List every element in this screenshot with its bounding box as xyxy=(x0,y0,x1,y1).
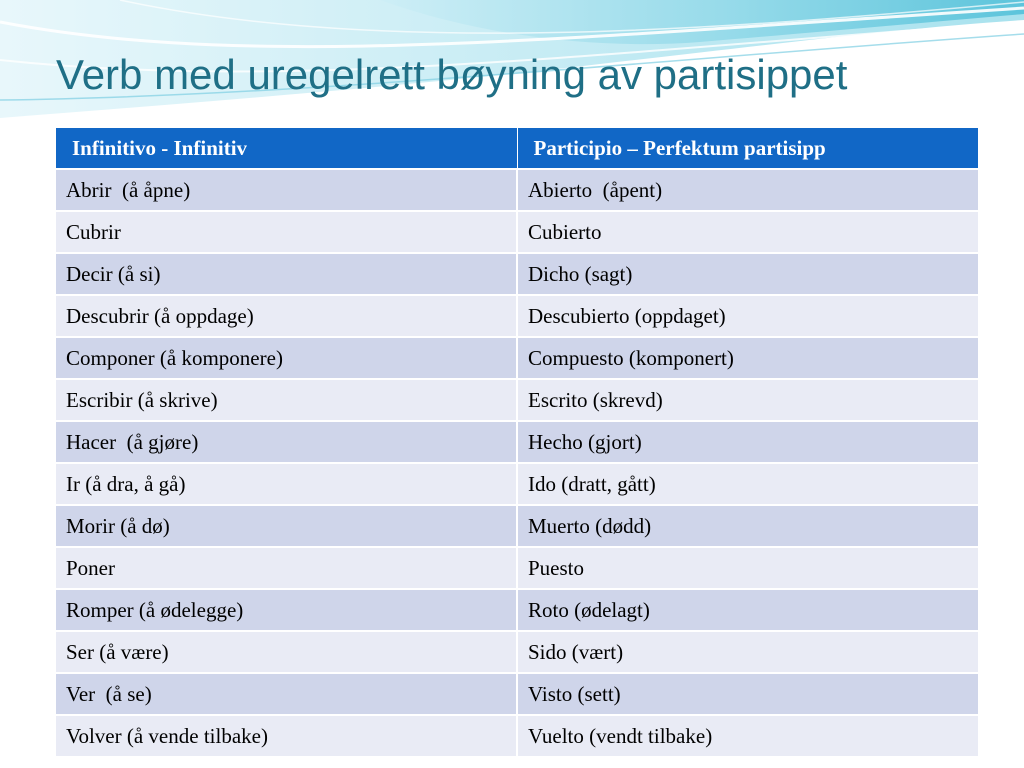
table-row xyxy=(56,589,978,631)
participle-cell: Sido (vært) xyxy=(517,631,978,673)
table-row xyxy=(56,211,978,253)
header-infinitive: Infinitivo - Infinitiv xyxy=(56,128,517,169)
participle-cell: Cubierto xyxy=(517,211,978,253)
table-row xyxy=(56,421,978,463)
table-row xyxy=(56,505,978,547)
infinitive-cell: Decir (å si) xyxy=(56,253,517,295)
table-row xyxy=(56,547,978,589)
table-row xyxy=(56,631,978,673)
verb-table xyxy=(56,128,978,758)
header-participle: Participio – Perfektum partisipp xyxy=(517,128,978,169)
infinitive-cell: Morir (å dø) xyxy=(56,505,517,547)
infinitive-cell: Hacer (å gjøre) xyxy=(56,421,517,463)
infinitive-cell: Componer (å komponere) xyxy=(56,337,517,379)
participle-cell: Muerto (dødd) xyxy=(517,505,978,547)
participle-cell: Abierto (åpent) xyxy=(517,169,978,211)
slide-title: Verb med uregelrett bøyning av partisippet xyxy=(56,51,848,98)
participle-cell: Visto (sett) xyxy=(517,673,978,715)
table-row xyxy=(56,337,978,379)
table-row xyxy=(56,295,978,337)
participle-cell: Roto (ødelagt) xyxy=(517,589,978,631)
participle-cell: Descubierto (oppdaget) xyxy=(517,295,978,337)
participle-cell: Ido (dratt, gått) xyxy=(517,463,978,505)
table-row xyxy=(56,463,978,505)
table-header-row xyxy=(56,128,978,169)
participle-cell: Escrito (skrevd) xyxy=(517,379,978,421)
infinitive-cell: Ser (å være) xyxy=(56,631,517,673)
table-row xyxy=(56,379,978,421)
infinitive-cell: Romper (å ødelegge) xyxy=(56,589,517,631)
infinitive-cell: Cubrir xyxy=(56,211,517,253)
infinitive-cell: Abrir (å åpne) xyxy=(56,169,517,211)
infinitive-cell: Poner xyxy=(56,547,517,589)
participle-cell: Dicho (sagt) xyxy=(517,253,978,295)
infinitive-cell: Ir (å dra, å gå) xyxy=(56,463,517,505)
participle-cell: Compuesto (komponert) xyxy=(517,337,978,379)
table-row xyxy=(56,715,978,757)
table-row xyxy=(56,253,978,295)
participle-cell: Hecho (gjort) xyxy=(517,421,978,463)
table-row xyxy=(56,673,978,715)
table-row xyxy=(56,169,978,211)
infinitive-cell: Ver (å se) xyxy=(56,673,517,715)
infinitive-cell: Volver (å vende tilbake) xyxy=(56,715,517,757)
infinitive-cell: Escribir (å skrive) xyxy=(56,379,517,421)
participle-cell: Vuelto (vendt tilbake) xyxy=(517,715,978,757)
participle-cell: Puesto xyxy=(517,547,978,589)
infinitive-cell: Descubrir (å oppdage) xyxy=(56,295,517,337)
